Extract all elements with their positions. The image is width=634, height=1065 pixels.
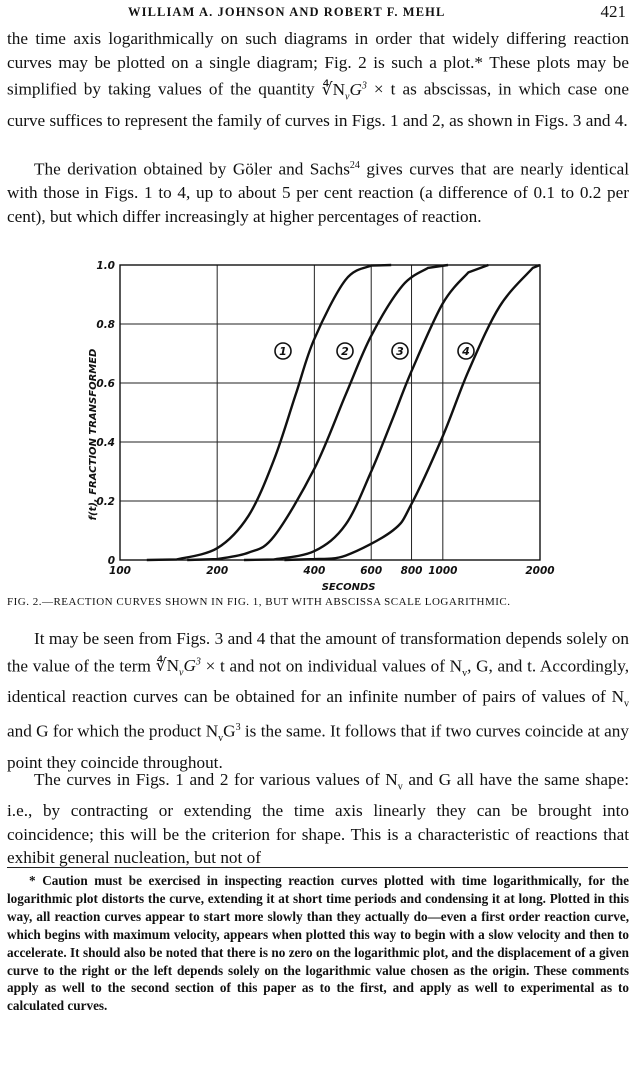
chart-labels [88,260,555,593]
y-tick-label-0.8: 0.8 [96,319,115,331]
formula-root-2: ∜N [155,656,179,676]
formula-root: ∜N [321,79,346,99]
curve-label-4: 4 [462,345,470,358]
formula-sub-2: v [179,667,184,679]
paragraph-3-text-c: , G, and t. Accordingly, identical reaction curves can be obtained for an infinite number of pairs of values of N [7,656,629,707]
curve-label-2: 2 [341,345,349,358]
paragraph-3-text-d: and G for which the product N [7,722,219,742]
nv-g3-root-formula [321,79,367,103]
chart-axes [120,265,540,560]
footnote: * Caution must be exercised in inspecting reaction curves plotted with time logarithmically, for the logarithmic plot distorts the curve, extending it at short time periods and condensing it at long. Plotted in this way, all reaction curves appear to start more slowly than they actually do—even a first order reaction curve, which begins with maximum velocity, appears when plotted this way to begin with a slow velocity and then to accelerate. It should also be noted that there is no zero on the logarithmic plot, and the displacement of a given curve to the right or the left depends solely on the logarithmic value chosen as the origin. These comments apply as well to the second section of this paper as to the first, and apply as well to experimental as to calculated curves. [7,873,629,1014]
y-tick-label-0.6: 0.6 [96,378,115,390]
formula-sup: 3 [361,80,367,92]
nv-sub-a: v [462,667,468,679]
plot-frame [120,265,540,560]
formula-sub: v [345,91,350,103]
paragraph-2-text-b: gives curves that are nearly identical with those in Figs. 1 to 4, up to about 5 per cent reaction (a difference of 0.1 to 0.2 per cent), but which differ increasingly at higher percentages of reaction. [7,159,629,226]
paragraph-4-text-b: and G all have the same shape: i.e., by contracting or extending the time axis linearly they can be brought into coincidence; this will be the criterion for shape. This is a characteristic of reactions that exhibit general nucleation, but not of [7,770,629,868]
paragraph-3 [7,627,629,775]
y-axis-label: f(t), FRACTION TRANSFORMED [88,348,99,521]
x-tick-label-200: 200 [206,565,229,577]
chart-grid [120,265,540,560]
figure-2 [0,250,634,612]
paragraph-3-text-b: × t and not on individual values of N [200,656,463,676]
reaction-curve-4 [284,265,540,560]
paragraph-1 [7,27,629,133]
formula-g-2: G [183,656,196,676]
footnote-rule [7,867,628,868]
nv-sub-c: v [218,733,224,745]
x-tick-label-600: 600 [360,565,383,577]
g-sup-3: 3 [235,722,241,734]
running-head: WILLIAM A. JOHNSON AND ROBERT F. MEHL [128,5,446,19]
page-header [0,2,634,24]
nv-sub-d: v [397,781,403,793]
y-tick-label-0.2: 0.2 [96,496,115,508]
x-axis-label: SECONDS [321,582,376,593]
formula-sup-2: 3 [195,656,201,668]
x-tick-label-1000: 1000 [428,565,458,577]
paragraph-3-text-a: It may be seen from Figs. 3 and 4 that the amount of transformation depends solely on the value of the term [7,629,629,676]
x-tick-label-100: 100 [109,565,131,577]
paragraph-3-text-e: G [223,722,236,742]
curve-label-1: 1 [279,345,287,358]
paragraph-2-text-a: The derivation obtained by Göler and Sachs [34,159,350,179]
paragraph-3-text-f: is the same. It follows that if two curves coincide at any point they coincide throughout. [7,722,629,773]
reference-24: 24 [349,160,360,171]
curve-label-3: 3 [396,345,404,358]
reaction-curve-1 [147,265,391,560]
nv-g3-root-formula-2 [155,656,201,679]
paragraph-1-text-b: × t as abscissas, in which case one curve suffices to represent the family of curves in Figs. 1 and 2, as shown in Figs. 3 and 4. [7,79,630,130]
page-number: 421 [600,2,626,21]
x-tick-label-2000: 2000 [525,565,555,577]
paragraph-2 [7,154,629,229]
nv-sub-b: v [624,698,629,710]
y-tick-label-0: 0 [107,555,115,567]
chart-curves [147,265,540,560]
reaction-curves-chart [0,250,634,600]
x-tick-label-400: 400 [303,565,326,577]
formula-g: G [349,79,362,99]
reaction-curve-2 [187,265,448,560]
figure-caption: FIG. 2.—REACTION CURVES SHOWN IN FIG. 1, BUT WITH ABSCISSA SCALE LOGARITHMIC. [7,596,511,608]
x-tick-label-800: 800 [400,565,423,577]
paragraph-1-text-a: the time axis logarithmically on such diagrams in order that widely differing reaction curves may be plotted on a single diagram; Fig. 2 is such a plot.* These plots may be simplified by taking values of the quantity [7,29,629,99]
y-tick-label-0.4: 0.4 [96,437,115,449]
y-tick-label-1.0: 1.0 [96,260,115,272]
paragraph-4-text-a: The curves in Figs. 1 and 2 for various values of N [34,770,398,789]
paragraph-4 [7,768,629,870]
